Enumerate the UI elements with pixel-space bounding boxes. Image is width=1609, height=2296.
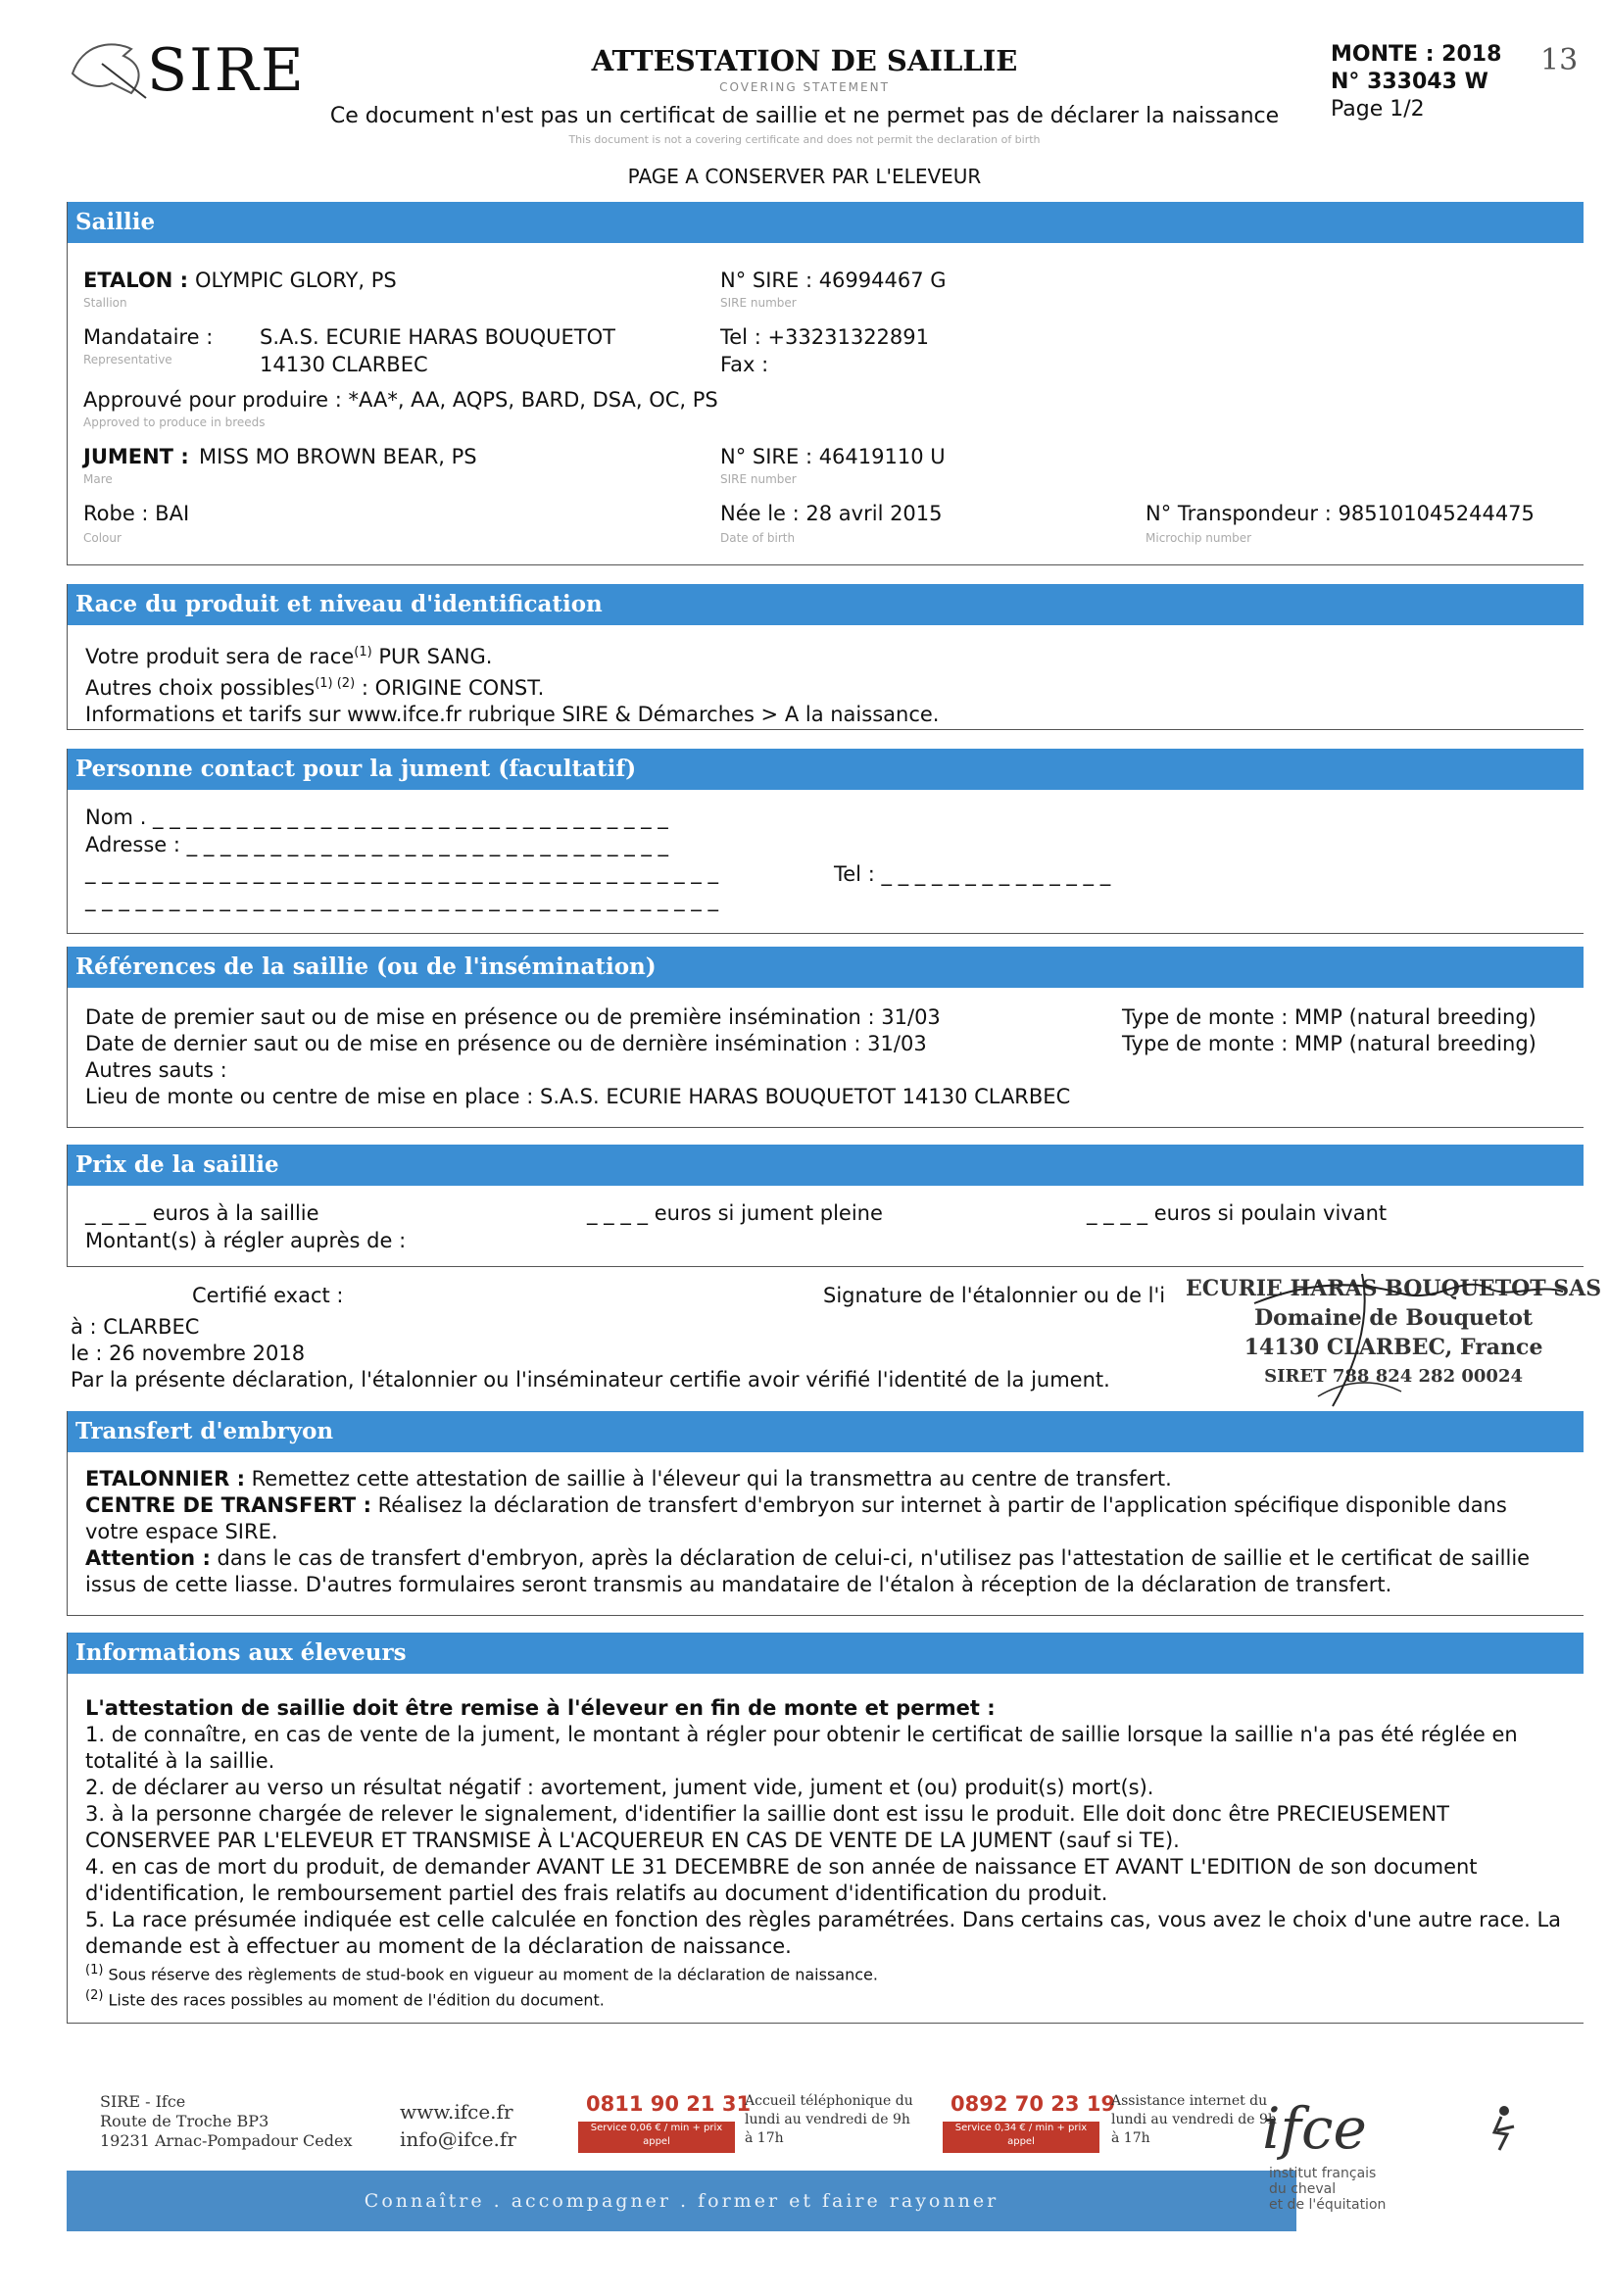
monte-type-1: Type de monte : MMP (natural breeding) bbox=[1122, 1005, 1536, 1029]
email-link[interactable]: info@ifce.fr bbox=[400, 2127, 516, 2151]
race-line-1: Votre produit sera de race bbox=[85, 645, 355, 668]
birth-date-gloss: Date of birth bbox=[720, 531, 796, 545]
phone-support[interactable]: 0811 90 21 31 bbox=[586, 2092, 752, 2116]
etalon-sire-gloss: SIRE number bbox=[720, 296, 797, 310]
transponder-gloss: Microchip number bbox=[1146, 531, 1252, 545]
verification-statement: Par la présente déclaration, l'étalonnier ou l'inséminateur certifie avoir vérifié l'identité de la jument. bbox=[71, 1368, 1110, 1392]
phone-support-desc: Accueil téléphonique du lundi au vendredi de 9h à 17h bbox=[745, 2093, 913, 2146]
race-line-2: Autres choix possibles bbox=[85, 676, 316, 700]
section-heading: Prix de la saillie bbox=[68, 1145, 1584, 1186]
section-heading: Références de la saillie (ou de l'insémination) bbox=[68, 947, 1584, 988]
section-race bbox=[67, 584, 1584, 730]
ifce-tagline: institut français du cheval et de l'équitation bbox=[1269, 2166, 1387, 2213]
section-heading: Personne contact pour la jument (facultatif) bbox=[68, 749, 1584, 790]
contact-name-field[interactable]: Nom . _ _ _ _ _ _ _ _ _ _ _ _ _ _ _ _ _ _ _ _ _ _ _ _ _ _ _ _ _ _ _ bbox=[85, 806, 668, 829]
infos-text bbox=[85, 1695, 1564, 2012]
jument-value: MISS MO BROWN BEAR, PS bbox=[199, 445, 477, 468]
jument-gloss: Mare bbox=[83, 472, 113, 486]
info-item-1: 1. de connaître, en cas de vente de la jument, le montant à régler pour obtenir le certificat de saillie lorsque la saillie n'a pas été réglée en totalité à la saillie. bbox=[85, 1723, 1518, 1773]
etalon-gloss: Stallion bbox=[83, 296, 127, 310]
title-translation: COVERING STATEMENT bbox=[719, 80, 890, 94]
section-prix bbox=[67, 1145, 1584, 1267]
price-if-pregnant[interactable]: _ _ _ _ euros si jument pleine bbox=[587, 1201, 883, 1225]
info-item-3: 3. à la personne chargée de relever le signalement, d'identifier la saillie dont est issu le produit. Elle doit donc être PRECIEUSEMENT CONSERVEE PAR L'ELEVEUR ET TRANSMISE À L'ACQUEREUR EN CAS DE VENTE DE LA JUMENT (sauf si TE). bbox=[85, 1802, 1449, 1852]
mandataire-fax: Fax : bbox=[720, 353, 769, 376]
mandataire-city: 14130 CLARBEC bbox=[260, 353, 428, 376]
section-heading: Race du produit et niveau d'identification bbox=[68, 584, 1584, 625]
rider-icon bbox=[1480, 2103, 1519, 2152]
section-heading: Informations aux éleveurs bbox=[68, 1633, 1584, 1674]
mandataire-gloss: Representative bbox=[83, 353, 172, 366]
first-date: Date de premier saut ou de mise en présence ou de première insémination : 31/03 bbox=[85, 1005, 941, 1029]
contact-tel-field[interactable]: Tel : _ _ _ _ _ _ _ _ _ _ _ _ _ _ bbox=[834, 862, 1111, 886]
info-item-5: 5. La race présumée indiquée est celle calculée en fonction des règles paramétrées. Dans certains cas, vous avez le choix d'une autre race. La demande est à effectuer au moment de la déclaration de naissance. bbox=[85, 1908, 1562, 1958]
jument-label: JUMENT : bbox=[83, 445, 189, 468]
company-stamp: ECURIE HARAS BOUQUETOT SAS Domaine de Bouquetot 14130 CLARBEC, France SIRET 788 824 282 00024 bbox=[1186, 1276, 1602, 1387]
infos-intro: L'attestation de saillie doit être remise à l'éleveur en fin de monte et permet : bbox=[85, 1696, 996, 1720]
handwritten-mark: 13 bbox=[1540, 43, 1579, 77]
website-link[interactable]: www.ifce.fr bbox=[400, 2100, 513, 2124]
info-item-4: 4. en cas de mort du produit, de demander AVANT LE 31 DECEMBRE de son année de naissance ET AVANT L'EDITION de son document d'identification, le remboursement partiel des frais relatifs au document d'identification du produit. bbox=[85, 1855, 1478, 1905]
section-infos bbox=[67, 1633, 1584, 2024]
transponder: N° Transpondeur : 985101045244475 bbox=[1146, 502, 1535, 525]
footnote-1: $^{(1)}$ Sous réserve des règlements de stud-book en vigueur au moment de la déclaration de naissance. bbox=[85, 1963, 878, 1984]
price-if-live-foal[interactable]: _ _ _ _ euros si poulain vivant bbox=[1087, 1201, 1388, 1225]
certified-place: à : CLARBEC bbox=[71, 1315, 200, 1339]
section-transfert bbox=[67, 1411, 1584, 1616]
footer-contact bbox=[400, 2098, 516, 2153]
certified-label: Certifié exact : bbox=[192, 1284, 344, 1307]
ifce-logo: ifce bbox=[1262, 2095, 1367, 2162]
section-heading: Saillie bbox=[68, 202, 1584, 243]
info-item-2: 2. de déclarer au verso un résultat négatif : avortement, jument vide, jument et (ou) produit(s) mort(s). bbox=[85, 1776, 1154, 1799]
disclaimer-translation: This document is not a covering certificate and does not permit the declaration of birth bbox=[568, 133, 1041, 146]
disclaimer: Ce document n'est pas un certificat de saillie et ne permet pas de déclarer la naissance bbox=[329, 104, 1280, 128]
monte-type-2: Type de monte : MMP (natural breeding) bbox=[1122, 1032, 1536, 1055]
race-text: Votre produit sera de race$^{(1)}$ PUR SANG. Autres choix possibles$^{(1) (2)}$ : ORIGINE CONST. Informations et tarifs sur www.ifce.fr rubrique SIRE & Démarches > A la naissance. bbox=[85, 639, 1564, 728]
birth-date: Née le : 28 avril 2015 bbox=[720, 502, 943, 525]
document-meta bbox=[1331, 41, 1501, 123]
section-heading: Transfert d'embryon bbox=[68, 1411, 1584, 1452]
mandataire-name: S.A.S. ECURIE HARAS BOUQUETOT bbox=[260, 325, 615, 349]
document-title: ATTESTATION DE SAILLIE bbox=[591, 44, 1018, 77]
monte-year: MONTE : 2018 bbox=[1331, 42, 1502, 67]
phone-internet-desc: Assistance internet du lundi au vendredi de 9h à 17h bbox=[1111, 2093, 1277, 2146]
approved-gloss: Approved to produce in breeds bbox=[83, 415, 266, 429]
contact-address-line-3[interactable]: _ _ _ _ _ _ _ _ _ _ _ _ _ _ _ _ _ _ _ _ _ _ _ _ _ _ _ _ _ _ _ _ _ _ _ _ _ _ bbox=[85, 888, 718, 911]
contact-address-field[interactable]: Adresse : _ _ _ _ _ _ _ _ _ _ _ _ _ _ _ _ _ _ _ _ _ _ _ _ _ _ _ _ _ bbox=[85, 833, 669, 856]
logo-text: SIRE bbox=[147, 36, 306, 105]
race-info-link: Informations et tarifs sur www.ifce.fr rubrique SIRE & Démarches > A la naissance. bbox=[85, 703, 940, 726]
approved-breeds: Approuvé pour produire : *AA*, AA, AQPS, BARD, DSA, OC, PS bbox=[83, 388, 718, 412]
keep-note: PAGE A CONSERVER PAR L'ELEVEUR bbox=[627, 165, 982, 188]
robe: Robe : BAI bbox=[83, 502, 190, 525]
mandataire-label: Mandataire : bbox=[83, 325, 214, 349]
payment-recipient: Montant(s) à régler auprès de : bbox=[85, 1229, 407, 1252]
section-contact bbox=[67, 749, 1584, 934]
jument-sire: N° SIRE : 46419110 U bbox=[720, 445, 946, 468]
jument-sire-gloss: SIRE number bbox=[720, 472, 797, 486]
etalon-sire: N° SIRE : 46994467 G bbox=[720, 269, 947, 292]
phone-support-rate: Service 0,06 € / min + prix appel bbox=[578, 2122, 735, 2153]
transfert-text: ETALONNIER : Remettez cette attestation de saillie à l'éleveur qui la transmettra au centre de transfert. CENTRE DE TRANSFERT : Réalisez la déclaration de transfert d'embryon sur internet à partir de l'application spécifique disponible dans votre espace SIRE. Attention : dans le cas de transfert d'embryon, après la déclaration de celui-ci, n'utilisez pas l'attestation de saillie et le certificat de saillie issus de cette liasse. D'autres formulaires seront transmis au mandataire de l'étalon à réception de la déclaration de transfert. bbox=[85, 1467, 1531, 1596]
monte-location: Lieu de monte ou centre de mise en place : S.A.S. ECURIE HARAS BOUQUETOT 14130 CLARBEC bbox=[85, 1085, 1071, 1108]
price-per-saillie[interactable]: _ _ _ _ euros à la saillie bbox=[85, 1201, 319, 1225]
section-references bbox=[67, 947, 1584, 1128]
document-number: N° 333043 W bbox=[1331, 70, 1488, 94]
etalon-value: OLYMPIC GLORY, PS bbox=[195, 269, 397, 292]
page-number: Page 1/2 bbox=[1331, 97, 1425, 122]
footer-address: SIRE - Ifce Route de Troche BP3 19231 Arnac-Pompadour Cedex bbox=[100, 2092, 353, 2150]
robe-gloss: Colour bbox=[83, 531, 122, 545]
contact-address-line-2[interactable]: _ _ _ _ _ _ _ _ _ _ _ _ _ _ _ _ _ _ _ _ _ _ _ _ _ _ _ _ _ _ _ _ _ _ _ _ _ _ bbox=[85, 860, 718, 884]
signature-label: Signature de l'étalonnier ou de l'i bbox=[823, 1284, 1166, 1307]
handwritten-signature bbox=[1215, 1264, 1568, 1411]
footnote-2: $^{(2)}$ Liste des races possibles au moment de l'édition du document. bbox=[85, 1988, 605, 2010]
section-saillie bbox=[67, 202, 1584, 565]
footer-banner: Connaître . accompagner . former et faire rayonner bbox=[67, 2171, 1296, 2231]
certified-date: le : 26 novembre 2018 bbox=[71, 1342, 306, 1365]
mandataire-tel: Tel : +33231322891 bbox=[720, 325, 930, 349]
last-date: Date de dernier saut ou de mise en présence ou de dernière insémination : 31/03 bbox=[85, 1032, 927, 1055]
etalon-label: ETALON : bbox=[83, 269, 189, 292]
other-saillies: Autres sauts : bbox=[85, 1058, 227, 1082]
phone-internet-rate: Service 0,34 € / min + prix appel bbox=[943, 2122, 1099, 2153]
phone-internet[interactable]: 0892 70 23 19 bbox=[951, 2092, 1116, 2116]
